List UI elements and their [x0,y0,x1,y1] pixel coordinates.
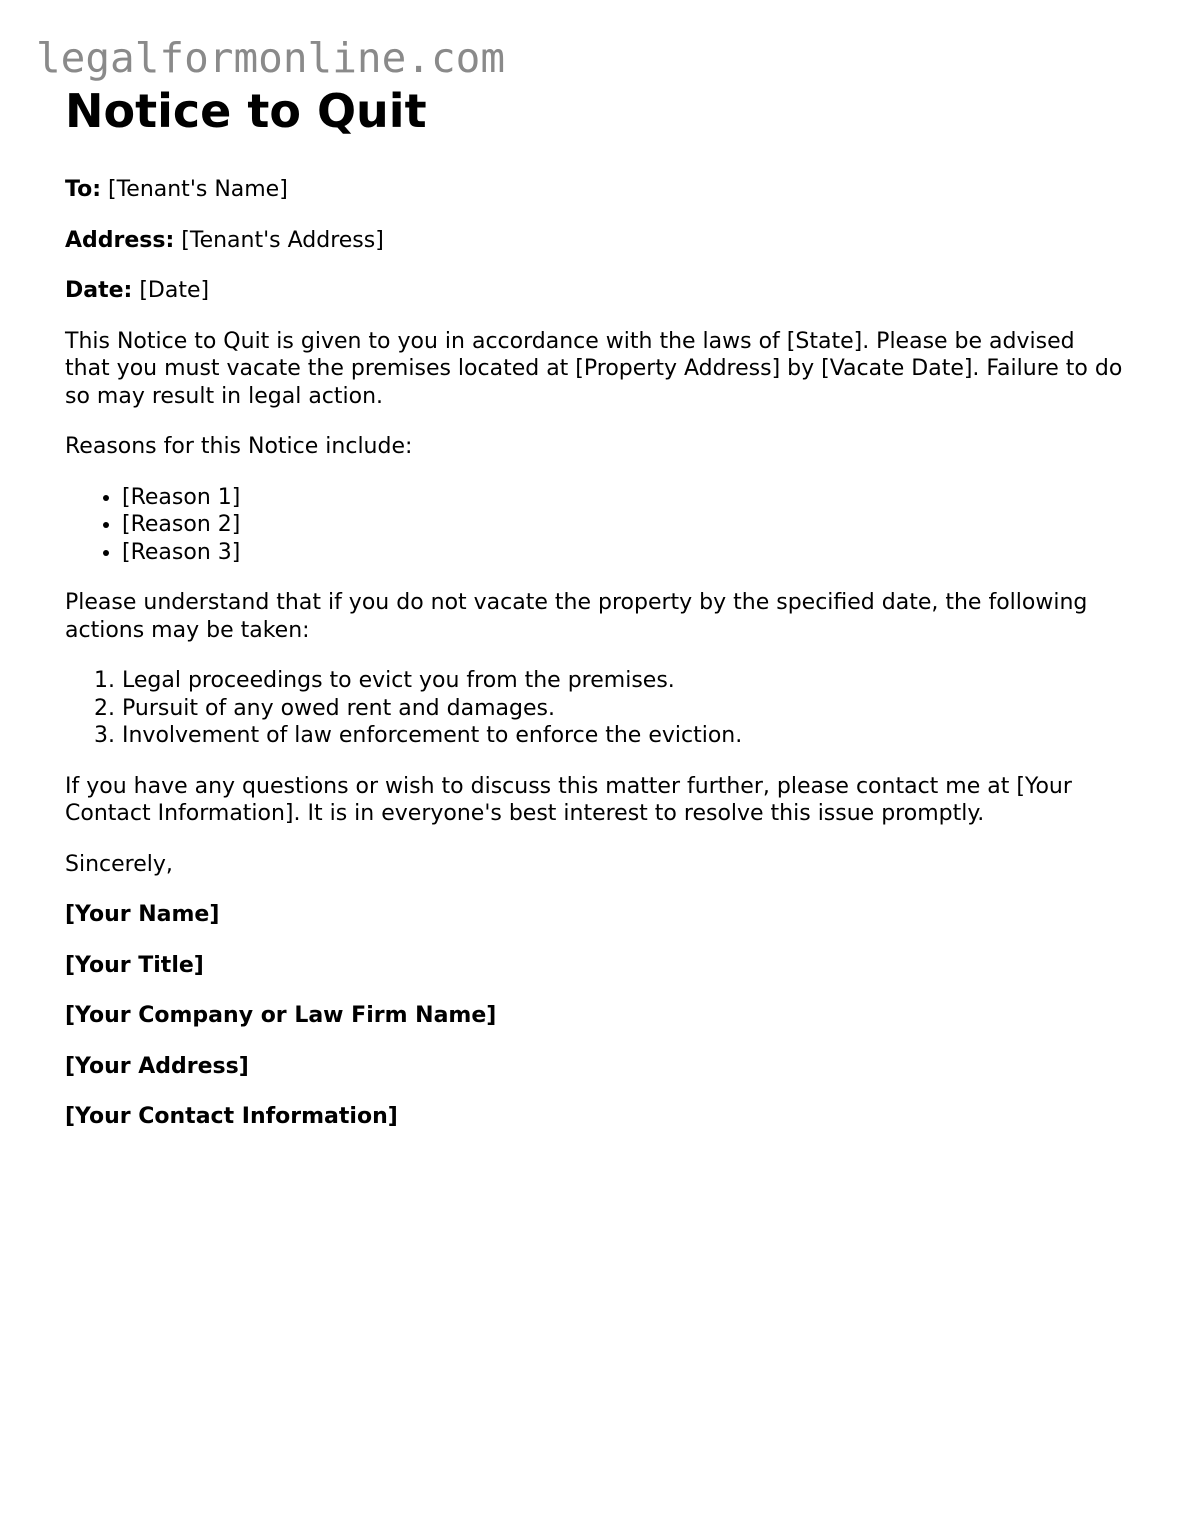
list-item: • [Reason 3] [122,539,1125,567]
list-item: • [Reason 2] [122,511,1125,539]
intro-paragraph: This Notice to Quit is given to you in accordance with the laws of [State]. Please be advised that you must vacate the premises located at [Property Address] by [Vacate Date]. Failure to do so may result in legal action. [65,328,1123,409]
reasons-list [65,484,1125,567]
date-value: [Date] [139,278,210,303]
signature-contact: [Your Contact Information] [65,1104,398,1129]
signature-name: [Your Name] [65,902,220,927]
contact-paragraph: If you have any questions or wish to discuss this matter further, please contact me at [Your Contact Information]. It is in everyone's best interest to resolve this issue promptly. [65,773,1072,826]
document-body [65,84,1125,1154]
address-line [65,227,1125,255]
list-item: • [Reason 1] [122,484,1125,512]
actions-list [65,667,1125,750]
date-label: Date: [65,278,133,303]
list-item: 1. Legal proceedings to evict you from the premises. [122,667,1125,695]
actions-paragraph: Please understand that if you do not vacate the property by the specified date, the following actions may be taken: [65,590,1088,643]
signature-company: [Your Company or Law Firm Name] [65,1003,497,1028]
document-title: Notice to Quit [65,84,427,138]
signature-address: [Your Address] [65,1053,249,1079]
closing: Sincerely, [65,851,173,877]
signature-title: [Your Title] [65,952,204,978]
list-item: 2. Pursuit of any owed rent and damages. [122,695,1125,723]
date-line [65,277,1125,305]
to-label: To: [65,177,101,202]
watermark: legalformonline.com [36,34,505,82]
list-item: 3. Involvement of law enforcement to enforce the eviction. [122,722,1125,750]
address-value: [Tenant's Address] [181,227,384,253]
reasons-heading: Reasons for this Notice include: [65,434,413,459]
address-label: Address: [65,227,175,253]
recipient-line [65,176,1125,204]
to-value: [Tenant's Name] [108,177,288,202]
